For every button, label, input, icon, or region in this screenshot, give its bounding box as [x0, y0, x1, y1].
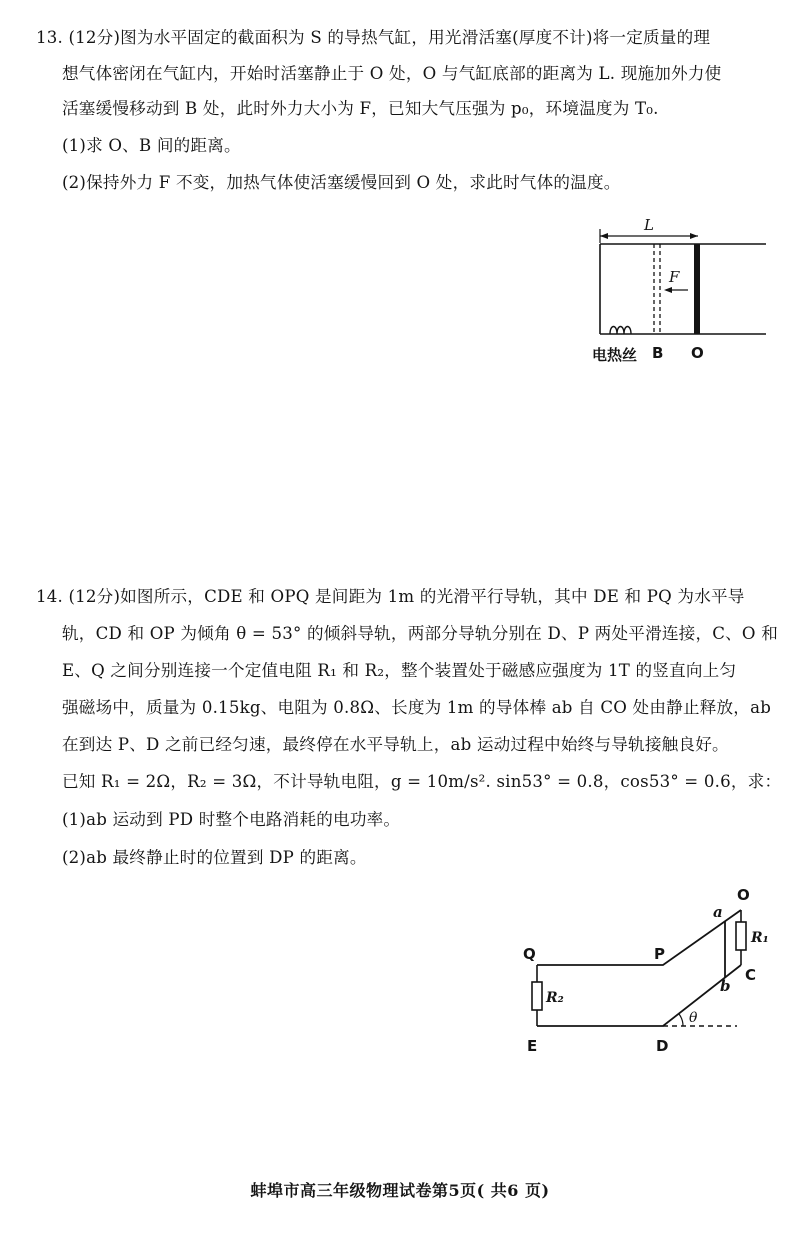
q14-line-2: 轨，CD 和 OP 为倾角 θ = 53° 的倾斜导轨，两部分导轨分别在 D、P 两处平滑连接，C、O 和 [62, 624, 779, 643]
label-Q: Q [523, 945, 536, 963]
label-heater: 电热丝 [592, 346, 638, 364]
label-O: O [691, 344, 704, 362]
label-B: B [652, 344, 664, 362]
label-b: b [720, 977, 731, 995]
page-footer: 蚌埠市高三年级物理试卷第5页( 共6 页) [250, 1181, 550, 1200]
piston-at-o [694, 244, 700, 334]
dimension-arrow-left [600, 233, 608, 239]
heater-coil [610, 327, 631, 335]
q13-line-2: 想气体密闭在气缸内，开始时活塞静止于 O 处，O 与气缸底部的距离为 L. 现施加外力使 [62, 64, 722, 83]
resistor-r1 [736, 922, 746, 950]
force-arrow-head [664, 287, 672, 293]
q14-line-5: 在到达 P、D 之前已经匀速，最终停在水平导轨上，ab 运动过程中始终与导轨接触良好。 [62, 735, 729, 754]
q14-part-2: (2)ab 最终静止时的位置到 DP 的距离。 [62, 848, 367, 867]
q14-line-1: 14. (12分)如图所示，CDE 和 OPQ 是间距为 1m 的光滑平行导轨，其中 DE 和 PQ 为水平导 [36, 587, 745, 606]
q13-part-2: (2)保持外力 F 不变，加热气体使活塞缓慢回到 O 处，求此时气体的温度。 [62, 173, 621, 192]
label-L: L [644, 216, 654, 234]
rail-edc [537, 965, 741, 1026]
q14-part-1: (1)ab 运动到 PD 时整个电路消耗的电功率。 [62, 810, 401, 829]
label-theta: θ [689, 1010, 698, 1026]
q13-line-3: 活塞缓慢移动到 B 处，此时外力大小为 F，已知大气压强为 p₀，环境温度为 T₀. [62, 99, 659, 118]
label-R1: R₁ [751, 930, 769, 946]
q13-line-1: 13. (12分)图为水平固定的截面积为 S 的导热气缸，用光滑活塞(厚度不计)将一定质量的理 [36, 28, 711, 47]
label-D: D [656, 1037, 669, 1055]
label-R2: R₂ [546, 990, 564, 1006]
q14-rails-figure [515, 880, 790, 1056]
label-F: F [669, 268, 680, 286]
q14-line-6: 已知 R₁ = 2Ω，R₂ = 3Ω，不计导轨电阻，g = 10m/s². sin53° = 0.8，cos53° = 0.6，求： [62, 772, 782, 791]
rail-qpo [537, 910, 741, 965]
label-a: a [713, 903, 723, 921]
q14-line-3: E、Q 之间分别连接一个定值电阻 R₁ 和 R₂，整个装置处于磁感应强度为 1T 的竖直向上匀 [62, 661, 737, 680]
label-O: O [737, 886, 750, 904]
label-C: C [745, 966, 757, 984]
q13-cylinder-figure [590, 212, 770, 374]
label-P: P [654, 945, 665, 963]
label-E: E [527, 1037, 538, 1055]
q13-part-1: (1)求 O、B 间的距离。 [62, 136, 241, 155]
resistor-r2 [532, 982, 542, 1010]
dimension-arrow-right [690, 233, 698, 239]
angle-arc [679, 1014, 683, 1026]
q14-line-4: 强磁场中，质量为 0.15kg、电阻为 0.8Ω、长度为 1m 的导体棒 ab 自 CO 处由静止释放，ab [62, 698, 772, 717]
